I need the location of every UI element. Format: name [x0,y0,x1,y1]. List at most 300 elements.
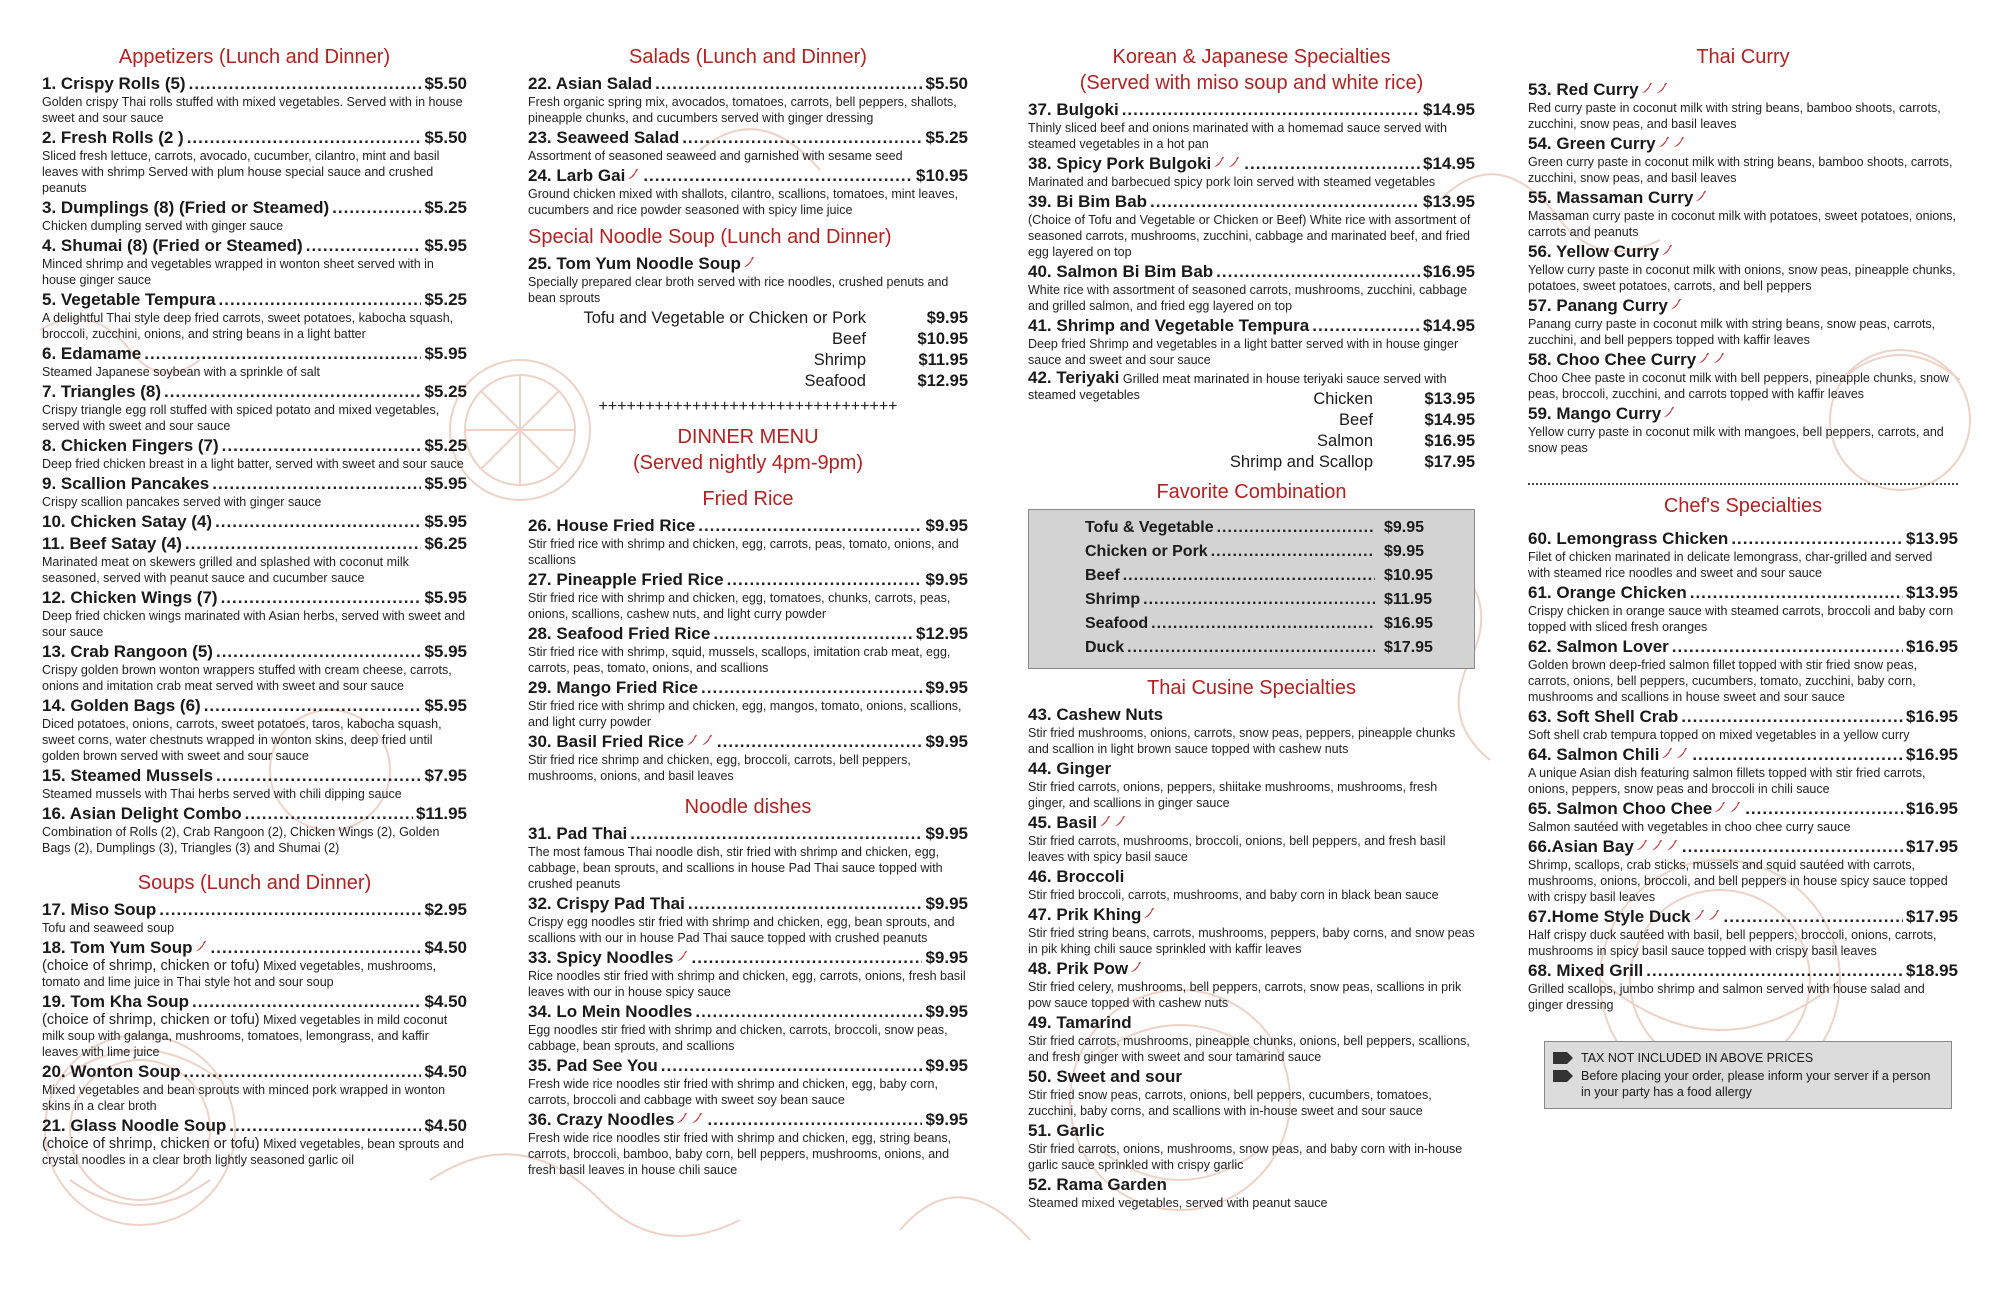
section-title-appetizers: Appetizers (Lunch and Dinner) [118,46,391,68]
item-name: Seafood [1085,615,1149,632]
menu-item[interactable] [528,254,968,306]
item-description-text: Steamed Japanese soybean with a sprinkle of salt [42,365,320,379]
menu-item[interactable] [1085,541,1460,563]
item-description [42,256,467,288]
menu-item[interactable] [528,678,968,730]
item-price: $13.95 [1906,529,1958,548]
item-price: $7.95 [424,766,467,785]
price-option-label: Salmon [1317,432,1373,450]
item-description-text: Diced potatoes, onions, carrots, sweet potatoes, taros, kabocha squash, sweet corns, water chestnuts wrapped in wonton skins, deep fried until golden brown served with sweet and sour sauce [42,717,442,763]
menu-item[interactable] [42,474,467,510]
item-name: 67.Home Style Duck [1528,907,1691,926]
chili-pepper-icon [1692,909,1705,922]
section-title-noodles: Noodle dishes [684,796,812,818]
menu-item[interactable] [42,512,467,532]
item-price: $5.95 [424,642,467,661]
item-description [1528,603,1958,635]
leader-dots [216,766,421,786]
menu-item[interactable] [42,344,467,380]
noodle-soup-price-table [528,308,968,392]
item-name: 57. Panang Curry [1528,296,1668,315]
menu-item[interactable] [1528,529,1958,581]
menu-item[interactable] [1028,959,1475,1011]
leader-dots [661,1056,923,1076]
item-price: $16.95 [1906,745,1958,764]
chili-pepper-icon [1650,839,1663,852]
chili-pepper-icon [1655,82,1668,95]
item-name: 27. Pineapple Fried Rice [528,570,724,589]
item-name: 2. Fresh Rolls (2 ) [42,128,184,147]
item-name: 37. Bulgoki [1028,100,1119,119]
menu-item[interactable] [42,74,467,126]
notice-box [1544,1041,1952,1109]
item-name: 51. Garlic [1028,1121,1105,1140]
menu-item[interactable] [1028,262,1475,314]
item-description [1028,336,1475,368]
price-option-value: $13.95 [1424,390,1475,408]
menu-item[interactable] [42,128,467,196]
item-choice: (choice of shrimp, chicken or tofu) [42,1136,260,1152]
menu-item[interactable] [42,588,467,640]
item-description [1528,857,1958,905]
item-name: 20. Wonton Soup [42,1062,181,1081]
item-description-text: A unique Asian dish featuring salmon fillets topped with stir fried carrots, onions, peppers, snow peas and broccoli in chili sauce [1528,766,1926,796]
leader-dots [688,894,923,914]
leader-dots [1690,583,1903,603]
chili-pepper-icon [1672,136,1685,149]
item-name: 25. Tom Yum Noodle Soup [528,254,741,273]
item-description-text: Thinly sliced beef and onions marinated with a homemad sauce served with steamed vegetables in a hot pan [1028,121,1447,151]
item-name: 7. Triangles (8) [42,382,162,401]
item-name: 39. Bi Bim Bab [1028,192,1148,211]
item-name: 63. Soft Shell Crab [1528,707,1679,726]
leader-dots [245,804,413,824]
menu-item[interactable] [1028,154,1475,190]
thai-specialties-list [1028,705,1475,1211]
item-description-text: Golden crispy Thai rolls stuffed with mixed vegetables. Served with in house sweet and sour sauce [42,95,463,125]
item-description-text: Minced shrimp and vegetables wrapped in wonton sheet served with in house ginger sauce [42,257,434,287]
menu-item[interactable] [42,992,467,1060]
menu-item[interactable] [1528,296,1958,348]
leader-dots [1312,316,1420,336]
item-price: $16.95 [1906,637,1958,656]
item-price: $16.95 [1906,799,1958,818]
chef-specialties-list [1528,529,1958,1013]
item-price: $5.50 [925,74,968,93]
item-description [1028,979,1475,1011]
item-description [1028,282,1475,314]
menu-item[interactable] [1028,316,1475,368]
item-name: 28. Seafood Fried Rice [528,624,711,643]
menu-item[interactable] [1528,961,1958,1013]
chili-pepper-icon [675,1112,688,1125]
leader-dots [1745,799,1903,819]
item-price: $5.25 [424,290,467,309]
item-description [42,608,467,640]
item-name: 10. Chicken Satay (4) [42,512,213,531]
item-price: $14.95 [1423,316,1475,335]
item-description [528,914,968,946]
menu-item[interactable] [1085,613,1460,635]
item-description-text: Crispy egg noodles stir fried with shrimp and chicken, egg, bean sprouts, and scallions with our in house Pad Thai sauce topped with crushed peanuts [528,915,955,945]
item-description-text: Mixed vegetables, mushrooms, tomato and lime juice in Thai style hot and sour soup [42,959,437,989]
menu-item[interactable] [528,824,968,892]
item-description-text: A delightful Thai style deep fried carrots, sweet potatoes, kabocha squash, broccoli, zucchini, onions, and string beans in a light batter [42,311,454,341]
item-price: $9.95 [1384,519,1425,536]
item-description-text: Stir fried carrots, mushrooms, pineapple chunks, onions, bell peppers, scallions, and fresh ginger with sweet and sour tamarind sauce [1028,1034,1470,1064]
item-description-text: Deep fried chicken breast in a light batter, served with sweet and sour sauce [42,457,464,471]
leader-dots [216,642,421,662]
item-description-text: Yellow curry paste in coconut milk with onions, snow peas, pineapple chunks, potatoes, sweet potatoes, carrots, and bell peppers [1528,263,1956,293]
item-description [42,824,467,856]
item-name: 48. Prik Pow [1028,959,1129,978]
menu-item[interactable] [42,1116,467,1168]
item-description-text: Stir fried rice with shrimp and chicken, egg, carrots, peas, tomato, onions, and scallions [528,537,959,567]
menu-item[interactable] [1528,707,1958,743]
favorite-combination-box [1028,509,1475,669]
item-description-text: Steamed mussels with Thai herbs served with chili dipping sauce [42,787,402,801]
price-option-value: $12.95 [917,372,968,390]
item-name: 23. Seaweed Salad [528,128,680,147]
item-name: 5. Vegetable Tempura [42,290,216,309]
menu-item[interactable] [1028,192,1475,260]
item-description-text: Marinated and barbecued spicy pork loin served with steamed vegetables [1028,175,1436,189]
item-description-text: Combination of Rolls (2), Crab Rangoon (2), Chicken Wings (2), Golden Bags (2), Dumplings (3), Triangles (3) and Shumai (2) [42,825,440,855]
item-name: Shrimp [1085,591,1141,608]
menu-item[interactable] [528,624,968,676]
leader-dots [185,534,422,554]
item-name: 46. Broccoli [1028,867,1125,886]
item-price: $5.50 [424,128,467,147]
leader-dots [1731,529,1903,549]
item-price: $16.95 [1423,262,1475,281]
leader-dots [1692,745,1903,765]
menu-item[interactable] [1085,637,1460,659]
price-option-label: Shrimp and Scallop [1229,453,1373,471]
item-name: 44. Ginger [1028,759,1112,778]
price-option-label: Shrimp [813,351,866,369]
menu-item[interactable] [42,534,467,586]
section-title-salads: Salads (Lunch and Dinner) [629,46,867,68]
item-description-text: Sliced fresh lettuce, carrots, avocado, cucumber, cilantro, mint and basil leaves with shrimp Served with plum house special sauce and crushed peanuts [42,149,440,195]
leader-dots [306,236,422,256]
menu-item[interactable] [1028,1121,1475,1173]
menu-item[interactable] [1528,837,1958,905]
item-price: $5.95 [424,474,467,493]
menu-item[interactable] [1028,905,1475,957]
menu-item[interactable] [528,1056,968,1108]
item-description [528,968,968,1000]
salads-list [528,74,968,218]
item-description [528,536,968,568]
menu-item[interactable] [1028,1013,1475,1065]
item-description-text: Ground chicken mixed with shallots, cilantro, scallions, tomatoes, mint leaves, cucumbers and rice powder seasoned with spicy lime juice [528,187,959,217]
item-description [1028,779,1475,811]
item-price: $9.95 [925,678,968,697]
price-option-value: $16.95 [1424,432,1475,450]
menu-item[interactable] [1028,705,1475,757]
item-description-text: Yellow curry paste in coconut milk with mangoes, bell peppers, carrots, and snow peas [1528,425,1944,455]
menu-item[interactable] [1528,188,1958,240]
item-description [1028,174,1475,190]
item-price: $4.50 [424,1062,467,1081]
item-price: $9.95 [1384,543,1425,560]
item-description [42,716,467,764]
item-price: $9.95 [925,1056,968,1075]
item-name: 45. Basil [1028,813,1097,832]
item-price: $11.95 [415,804,467,823]
menu-item[interactable] [528,948,968,1000]
item-price: $5.25 [925,128,968,147]
item-description [1028,925,1475,957]
menu-item[interactable] [42,804,467,856]
item-price: $5.50 [424,74,467,93]
item-description-text: Stir fried string beans, carrots, mushrooms, peppers, baby corns, and snow peas in pik khing chili sauce sprinkled with kaffir leaves [1028,926,1475,956]
item-name: 22. Asian Salad [528,74,653,93]
chili-pepper-icon [1640,82,1653,95]
menu-item[interactable] [1528,907,1958,959]
item-description-text: Stir fried carrots, onions, peppers, shiitake mushrooms, mushrooms, fresh ginger, and scallions in ginger sauce [1028,780,1438,810]
leader-dots [1672,637,1903,657]
item-name: 49. Tamarind [1028,1013,1132,1032]
item-name: 9. Scallion Pancakes [42,474,210,493]
item-description [42,402,467,434]
item-description-text: Crispy triangle egg roll stuffed with spiced potato and mixed vegetables, served with sweet and sour sauce [42,403,440,433]
item-name: 33. Spicy Noodles [528,948,674,967]
item-price: $16.95 [1906,707,1958,726]
item-description [42,1012,467,1060]
item-description [42,1136,467,1168]
item-description [1528,262,1958,294]
item-description-text: White rice with assortment of seasoned carrots, mushrooms, zucchini, cabbage and grilled salmon, and fried egg layered on top [1028,283,1468,313]
menu-item[interactable] [1028,100,1475,152]
item-price: $5.95 [424,588,467,607]
chili-pepper-icon [690,1112,703,1125]
menu-item[interactable] [1085,565,1460,587]
menu-item[interactable] [1028,759,1475,811]
chili-pepper-icon [1728,801,1741,814]
item-name: 6. Edamame [42,344,142,363]
leader-dots [1217,517,1375,539]
item-description [528,1076,968,1108]
chili-pepper-icon [1113,815,1126,828]
item-description [528,148,968,164]
item-name: 42. Teriyaki [1028,368,1120,387]
chili-pepper-icon [675,950,688,963]
leader-dots [221,588,422,608]
item-description [1528,657,1958,705]
item-name: 21. Glass Noodle Soup [42,1116,227,1135]
leader-dots [215,512,421,532]
chili-pepper-icon [1098,815,1111,828]
menu-item[interactable] [42,1062,467,1114]
item-name: 62. Salmon Lover [1528,637,1669,656]
item-price: $5.25 [424,382,467,401]
menu-item[interactable] [1528,350,1958,402]
item-description [528,1130,968,1178]
menu-item[interactable] [528,1002,968,1054]
menu-item[interactable] [528,894,968,946]
menu-item[interactable] [528,74,968,126]
leader-dots [204,696,422,716]
section-title-thai-specialties: Thai Cusine Specialties [1147,677,1356,699]
leader-dots [1123,565,1375,587]
section-title-curry: Thai Curry [1696,46,1790,68]
column-salads-rice-noodles [528,40,968,1180]
leader-dots [144,344,421,364]
chili-pepper-icon [685,734,698,747]
menu-item[interactable] [42,766,467,802]
section-title-noodle-soup: Special Noodle Soup (Lunch and Dinner) [528,226,892,248]
menu-item[interactable] [42,382,467,434]
menu-item[interactable] [1085,589,1460,611]
leader-dots [229,1116,421,1136]
item-price: $14.95 [1423,154,1475,173]
item-description [42,920,467,936]
tax-notice: TAX NOT INCLUDED IN ABOVE PRICES [1581,1051,1814,1065]
chili-pepper-icon [1660,747,1673,760]
chili-pepper-icon [1227,156,1240,169]
menu-item[interactable] [1028,1175,1475,1211]
menu-item[interactable] [42,290,467,342]
item-description [1528,927,1958,959]
chili-pepper-icon [1713,801,1726,814]
item-description [1528,424,1958,456]
item-description-text: Massaman curry paste in coconut milk with potatoes, sweet potatoes, onions, carrots and peanuts [1528,209,1956,239]
chili-pepper-icon [1694,190,1707,203]
price-option-value: $17.95 [1424,453,1475,471]
item-description-text: Chicken dumpling served with ginger sauce [42,219,284,233]
item-description [1528,981,1958,1013]
soups-list [42,900,467,1168]
item-description [528,94,968,126]
chili-pepper-icon [1712,352,1725,365]
menu-item[interactable] [42,696,467,764]
item-description-text: Steamed mixed vegetables, served with peanut sauce [1028,1196,1328,1210]
menu-item[interactable] [1528,134,1958,186]
item-name: 30. Basil Fried Rice [528,732,684,751]
leader-dots [1211,541,1375,563]
menu-item[interactable] [1528,799,1958,835]
item-price: $10.95 [1384,567,1433,584]
menu-item[interactable] [1028,867,1475,903]
item-description-text: Grilled scallops, jumbo shrimp and salmon served with house salad and ginger dressing [1528,982,1925,1012]
item-description [1528,154,1958,186]
item-name: 58. Choo Chee Curry [1528,350,1697,369]
item-price: $9.95 [925,948,968,967]
menu-item[interactable] [42,236,467,288]
menu-item[interactable] [42,436,467,472]
menu-item[interactable] [42,938,467,990]
leader-dots [707,1110,922,1130]
menu-item[interactable] [1528,80,1958,132]
item-name: 61. Orange Chicken [1528,583,1687,602]
section-title-fried-rice: Fried Rice [702,488,794,510]
item-description [42,786,467,802]
item-price: $5.95 [424,344,467,363]
price-option-value: $9.95 [926,309,968,327]
leader-dots [1122,100,1420,120]
item-description-text: Green curry paste in coconut milk with string beans, bamboo shoots, carrots, zucchini, snow peas, and basil leaves [1528,155,1953,185]
item-name: 66.Asian Bay [1528,837,1634,856]
curry-list [1528,80,1958,456]
item-price: $4.50 [424,1116,467,1135]
item-name: 24. Larb Gai [528,166,626,185]
menu-item[interactable] [528,1110,968,1178]
leader-dots [655,74,922,94]
item-description [528,186,968,218]
item-description-text: Rice noodles stir fried with shrimp and chicken, egg, carrots, onions, fresh basil leaves with our in house spicy sauce [528,969,966,999]
leader-dots [1151,613,1375,635]
menu-item[interactable] [42,198,467,234]
item-description [1528,370,1958,402]
item-description [42,218,467,234]
item-price: $9.95 [925,570,968,589]
item-name: 54. Green Curry [1528,134,1656,153]
item-price: $4.50 [424,938,467,957]
item-name: 12. Chicken Wings (7) [42,588,218,607]
leader-dots [1143,589,1375,611]
menu-item[interactable] [528,516,968,568]
menu-item[interactable] [528,570,968,622]
menu-item[interactable] [1528,242,1958,294]
item-description [1528,316,1958,348]
item-description-text: Mixed vegetables, bean sprouts and crystal noodles in a clear broth lightly seasoned garlic oil [42,1137,464,1167]
item-description-text: Crispy golden brown wonton wrappers stuffed with cream cheese, carrots, onions and imitation crab meat served with sweet and sour sauce [42,663,452,693]
item-price: $16.95 [1384,615,1433,632]
menu-item[interactable] [1528,583,1958,635]
item-price: $17.95 [1906,907,1958,926]
menu-item[interactable] [1028,813,1475,865]
menu-item[interactable] [1528,745,1958,797]
item-price: $9.95 [925,1110,968,1129]
item-description-text: Stir fried snow peas, carrots, onions, bell peppers, cucumbers, tomatoes, zucchini, baby corns, and scallions with in-house sweet and sour sauce [1028,1088,1432,1118]
leader-dots [682,128,922,148]
item-name: 60. Lemongrass Chicken [1528,529,1729,548]
item-description [42,958,467,990]
menu-item[interactable] [528,732,968,784]
item-price: $9.95 [925,1002,968,1021]
menu-item[interactable] [528,128,968,164]
menu-item[interactable] [528,166,968,218]
item-description: Specially prepared clear broth served with rice noodles, crushed penuts and bean sprouts [528,275,949,305]
menu-item[interactable] [1528,637,1958,705]
price-option-value: $11.95 [918,351,968,369]
item-price: $5.25 [424,198,467,217]
item-description-text: Panang curry paste in coconut milk with string beans, snow peas, carrots, zucchini, and bell peppers topped with kaffir leaves [1528,317,1936,347]
menu-item[interactable] [1028,1067,1475,1119]
leader-dots [211,938,422,958]
item-description [1528,100,1958,132]
menu-item[interactable] [42,642,467,694]
menu-item[interactable] [1528,404,1958,456]
item-price: $6.25 [424,534,467,553]
section-title-soups: Soups (Lunch and Dinner) [137,872,372,894]
item-description-text: Choo Chee paste in coconut milk with bell peppers, pineapple chunks, snow peas, broccoli, zucchini, and carrots topped with kaffir leaves [1528,371,1950,401]
item-name: 35. Pad See You [528,1056,658,1075]
allergy-notice: Before placing your order, please inform your server if a person in your party has a food allergy [1581,1069,1931,1099]
item-price: $18.95 [1906,961,1958,980]
item-name: 47. Prik Khing [1028,905,1142,924]
leader-dots [189,74,422,94]
chili-pepper-icon [1129,961,1142,974]
fried-rice-list [528,516,968,784]
item-price: $13.95 [1906,583,1958,602]
menu-item[interactable] [1085,517,1460,539]
menu-item[interactable] [42,900,467,936]
item-name: 53. Red Curry [1528,80,1639,99]
section-subtitle-korean: (Served with miso soup and white rice) [1079,72,1424,94]
